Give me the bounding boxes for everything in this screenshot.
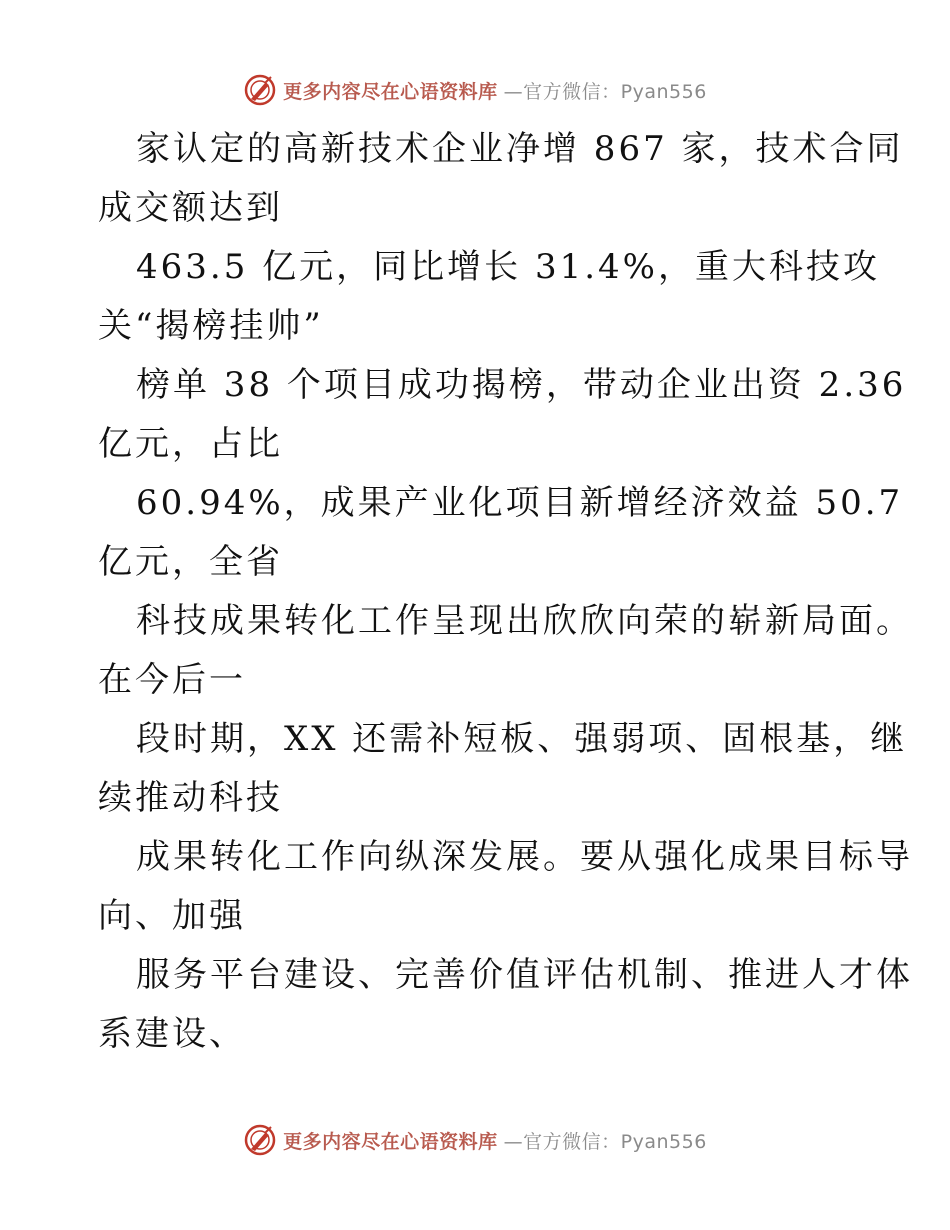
footer-watermark: [0, 1120, 950, 1160]
text-line: 亿元，全省: [98, 542, 283, 582]
text-line: 科技成果转化工作呈现出欣欣向荣的崭新局面。: [136, 601, 913, 641]
text-line: 服务平台建设、完善价值评估机制、推进人才体: [136, 955, 913, 995]
text-line: 段时期，XX 还需补短板、强弱项、固根基，继: [136, 719, 908, 759]
header-watermark: [0, 70, 950, 110]
pen-logo-icon: [243, 1123, 277, 1157]
watermark-site-text: 更多内容尽在心语资料库: [283, 1130, 498, 1153]
text-line: 亿元，占比: [98, 424, 283, 464]
text-line: 60.94%，成果产业化项目新增经济效益 50.7: [136, 483, 904, 523]
text-line: 系建设、: [98, 1014, 246, 1054]
text-line: 家认定的高新技术企业净增 867 家，技术合同: [136, 129, 904, 169]
document-body: [98, 120, 913, 1064]
text-line: 向、加强: [98, 896, 246, 936]
text-line: 成果转化工作向纵深发展。要从强化成果目标导: [136, 837, 913, 877]
text-line: 榜单 38 个项目成功揭榜，带动企业出资 2.36: [136, 365, 907, 405]
watermark-site-text: 更多内容尽在心语资料库: [283, 80, 498, 103]
text-line: 成交额达到: [98, 188, 283, 228]
text-line: 在今后一: [98, 660, 246, 700]
text-line: 关“揭榜挂帅”: [98, 306, 324, 346]
pen-logo-icon: [243, 73, 277, 107]
watermark-contact-text: —官方微信：Pyan556: [503, 80, 707, 103]
text-line: 463.5 亿元，同比增长 31.4%，重大科技攻: [136, 247, 880, 287]
text-line: 续推动科技: [98, 778, 283, 818]
watermark-contact-text: —官方微信：Pyan556: [503, 1130, 707, 1153]
